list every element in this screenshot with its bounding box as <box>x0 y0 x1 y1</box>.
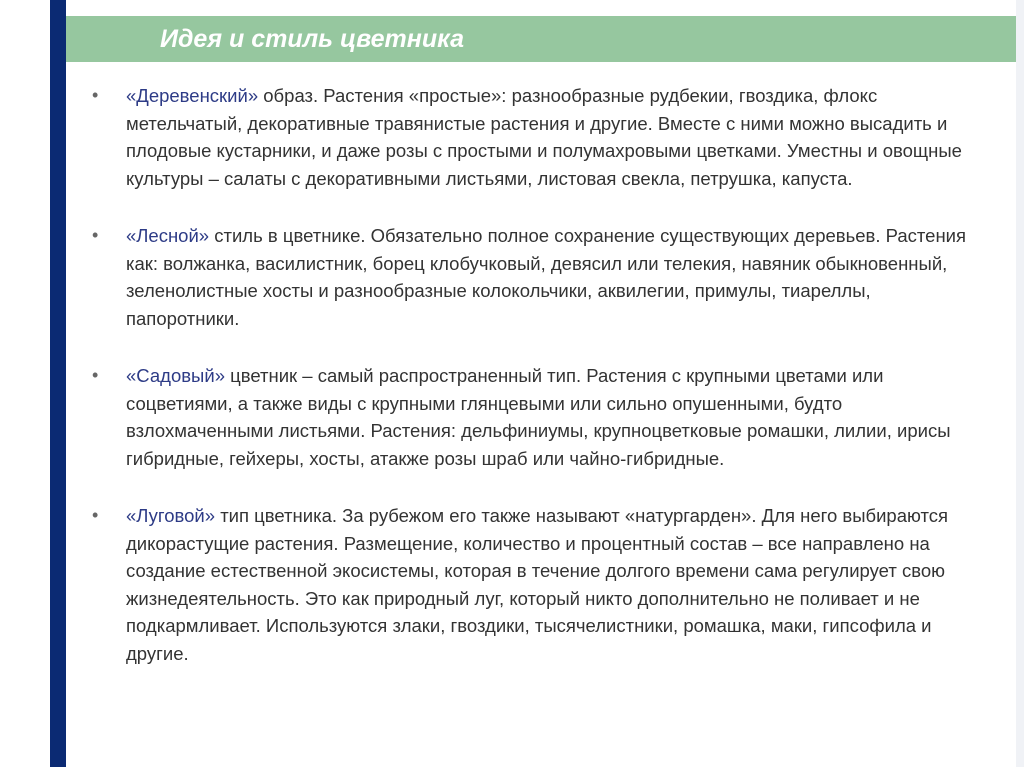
style-name-forest: «Лесной» <box>126 225 210 246</box>
item-text-meadow: тип цветника. За рубежом его также называют «натургарден». Для него выбираются дикорастущие растения. Размещение, количество и процентный состав – все направлено на создание естественной экосистемы, которая в течение долгого времени сама регулирует свою жизнедеятельность. Это как природный луг, который никто дополнительно не поливает и не подкармливает. Используются злаки, гвоздики, тысячелистники, ромашка, маки, гипсофила и другие. <box>126 505 949 664</box>
bullet-marker: • <box>92 505 99 525</box>
item-text-village: образ. Растения «простые»: разнообразные рудбекии, гвоздика, флокс метельчатый, декоративные травянистые растения и другие. Вместе с ними можно высадить и плодовые кустарники, и даже розы с простыми и полумахровыми цветками. Уместны и овощные культуры – салаты с декоративными листьями, листовая свекла, петрушка, капуста. <box>126 85 962 189</box>
bullet-item-village <box>92 82 977 192</box>
bullet-item-garden <box>92 362 977 472</box>
slide-title: Идея и стиль цветника <box>160 25 464 53</box>
left-accent-bar <box>50 0 66 767</box>
item-text-forest: стиль в цветнике. Обязательно полное сохранение существующих деревьев. Растения как: волжанка, василистник, борец клобучковый, девясил или телекия, навяник обыкновенный, зеленолистные хосты и разнообразные колокольчики, аквилегии, примулы, тиареллы, папоротники. <box>126 225 967 329</box>
bullet-item-meadow <box>92 502 977 667</box>
bullet-item-forest <box>92 222 977 332</box>
bullet-marker: • <box>92 365 99 385</box>
bullet-marker: • <box>92 85 99 105</box>
style-name-garden: «Садовый» <box>126 365 225 386</box>
bullet-marker: • <box>92 225 99 245</box>
item-text-garden: цветник – самый распространенный тип. Растения с крупными цветами или соцветиями, а также виды с крупными глянцевыми или сильно опушенными, будто взлохмаченными листьями. Растения: дельфиниумы, крупноцветковые ромашки, лилии, ирисы гибридные, гейхеры, хосты, атакже розы шраб или чайно-гибридные. <box>126 365 951 469</box>
bullet-list <box>92 82 977 697</box>
style-name-meadow: «Луговой» <box>126 505 216 526</box>
style-name-village: «Деревенский» <box>126 85 259 106</box>
right-edge-strip <box>1016 0 1024 767</box>
